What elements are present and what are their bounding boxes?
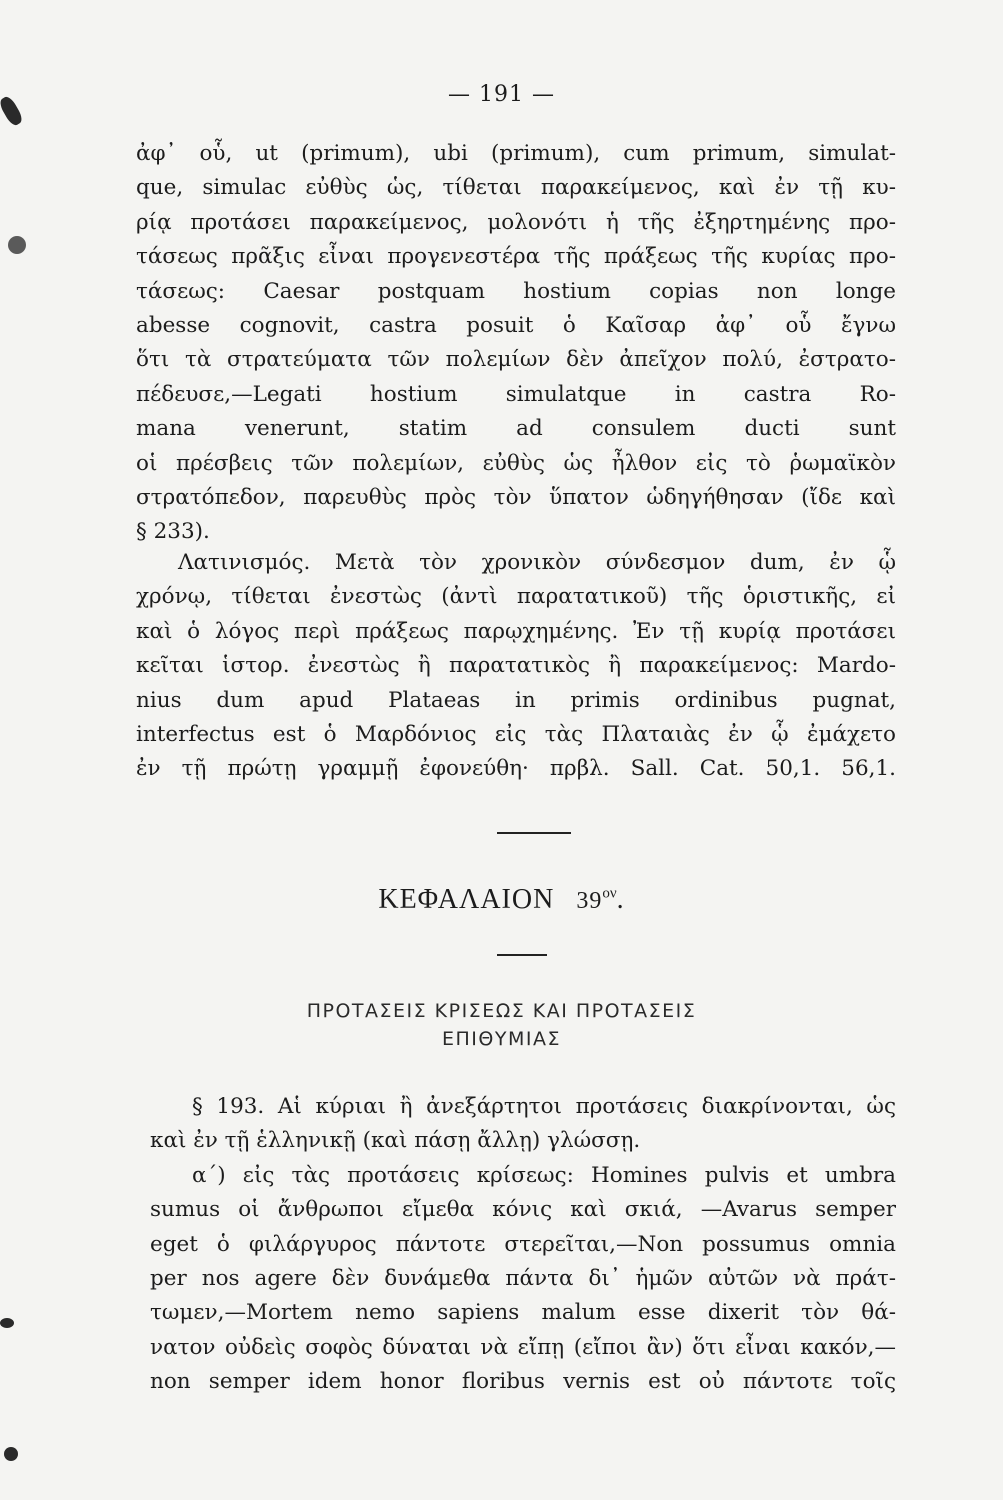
top-paragraph [136, 137, 896, 550]
text-line: non semper idem honor floribus vernis est οὐ πάντοτε τοῖς [150, 1369, 896, 1395]
divider-rule [497, 832, 571, 834]
text-line: τάσεως: Caesar postquam hostium copias non longe [136, 278, 896, 304]
text-line: § 233). [136, 519, 210, 545]
text-line: ρίᾳ προτάσει παρακείμενος, μολονότι ἡ τῆς ἐξηρτημένης προ- [136, 209, 896, 235]
text-line: α΄) εἰς τὰς προτάσεις κρίσεως: Homines pulvis et umbra [192, 1162, 896, 1188]
text-line: πέδευσε,—Legati hostium simulatque in castra Ro- [136, 381, 896, 407]
text-line: τωμεν,—Mortem nemo sapiens malum esse dixerit τὸν θά- [150, 1300, 896, 1326]
scan-artifact [8, 236, 26, 254]
section-193 [150, 1090, 896, 1400]
text-line: § 193. Αἱ κύριαι ἢ ἀνεξάρτητοι προτάσεις διακρίνονται, ὡς [192, 1094, 896, 1119]
section-heading-line: ΠΡΟΤΑΣΕΙΣ ΚΡΙΣΕΩΣ ΚΑΙ ΠΡΟΤΑΣΕΙΣ [306, 1000, 697, 1022]
text-line: ὅτι τὰ στρατεύματα τῶν πολεμίων δὲν ἀπεῖχον πολύ, ἐστρατο- [136, 347, 896, 373]
text-line: interfectus est ὁ Μαρδόνιος εἰς τὰς Πλαταιὰς ἐν ᾧ ἐμάχετο [136, 721, 896, 747]
text-line: κεῖται ἱστορ. ἐνεστὼς ἢ παρατατικὸς ἢ παρακείμενος: Mardo- [136, 653, 896, 679]
text-line: καὶ ἐν τῇ ἑλληνικῇ (καὶ πάσῃ ἄλλῃ) γλώσσῃ. [150, 1128, 641, 1154]
chapter-title [0, 884, 1003, 916]
text-line: mana venerunt, statim ad consulem ducti sunt [136, 416, 896, 442]
latinism-paragraph [136, 546, 896, 787]
divider-rule [497, 954, 547, 956]
text-line: ἐν τῇ πρώτῃ γραμμῇ ἐφονεύθη· πρβλ. Sall. Cat. 50,1. 56,1. [136, 756, 896, 782]
text-line: οἱ πρέσβεις τῶν πολεμίων, εὐθὺς ὡς ἦλθον εἰς τὸ ῥωμαϊκὸν [136, 450, 896, 476]
page-number: — 191 — [448, 82, 555, 107]
text-line: sumus οἱ ἄνθρωποι εἴμεθα κόνις καὶ σκιά, —Avarus semper [150, 1197, 896, 1223]
text-line: Λατινισμός. Μετὰ τὸν χρονικὸν σύνδεσμον dum, ἐν ᾧ [178, 550, 896, 575]
scan-artifact [0, 1318, 14, 1328]
text-line: eget ὁ φιλάργυρος πάντοτε στερεῖται,—Non possumus omnia [150, 1231, 896, 1257]
section-heading-line: ΕΠΙΘΥΜΙΑΣ [442, 1028, 561, 1050]
chapter-number: 39 [576, 888, 603, 914]
chapter-number-suffix: ον [602, 885, 617, 902]
text-line: ἀφ᾿ οὗ, ut (primum), ubi (primum), cum primum, simulat- [136, 141, 896, 166]
text-line: καὶ ὁ λόγος περὶ πράξεως παρῳχημένης. Ἐν τῇ κυρίᾳ προτάσει [136, 618, 896, 644]
scan-artifact [4, 1447, 18, 1461]
text-line: nius dum apud Plataeas in primis ordinibus pugnat, [136, 687, 896, 713]
text-line: que, simulac εὐθὺς ὡς, τίθεται παρακείμενος, καὶ ἐν τῇ κυ- [136, 175, 896, 201]
text-line: στρατόπεδον, παρευθὺς πρὸς τὸν ὕπατον ὡδηγήθησαν (ἴδε καὶ [136, 484, 896, 510]
text-line: νατον οὐδεὶς σοφὸς δύναται νὰ εἴπῃ (εἴποι ἂν) ὅτι εἶναι κακόν,— [150, 1334, 896, 1360]
text-line: τάσεως πρᾶξις εἶναι προγενεστέρα τῆς πράξεως τῆς κυρίας προ- [136, 244, 896, 270]
section-heading [0, 997, 1003, 1053]
text-line: χρόνῳ, τίθεται ἐνεστὼς (ἀντὶ παρατατικοῦ) τῆς ὁριστικῆς, εἰ [136, 584, 896, 610]
chapter-period: . [616, 884, 625, 915]
text-line: abesse cognovit, castra posuit ὁ Καῖσαρ ἀφ᾿ οὗ ἔγνω [136, 312, 896, 338]
text-line: per nos agere δὲν δυνάμεθα πάντα δι᾿ ἡμῶν αὐτῶν νὰ πράτ- [150, 1265, 896, 1291]
chapter-label: ΚΕΦΑΛΑΙΟΝ [378, 884, 555, 915]
